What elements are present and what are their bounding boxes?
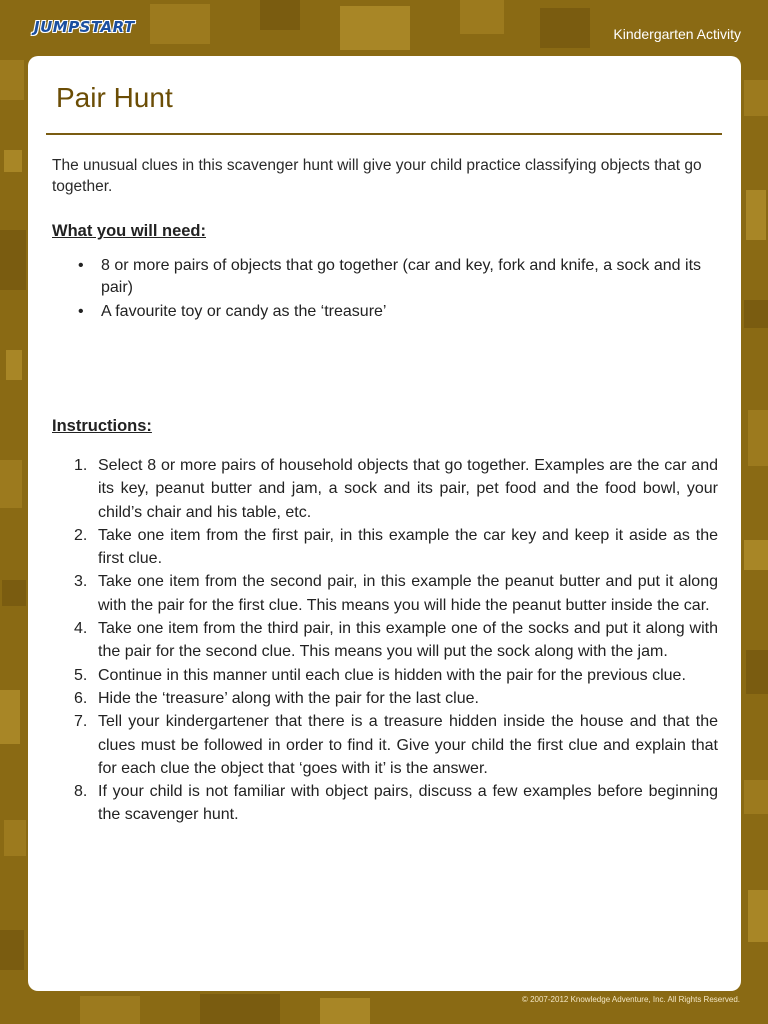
list-item <box>74 524 718 571</box>
step-number: 7. <box>74 713 88 731</box>
needs-heading: What you will need: <box>52 222 207 240</box>
needs-item-text: A favourite toy or candy as the ‘treasure’ <box>101 303 387 320</box>
list-item <box>74 664 718 687</box>
step-number: 5. <box>74 666 88 684</box>
instructions-list <box>74 454 718 827</box>
copyright-notice: © 2007-2012 Knowledge Adventure, Inc. All Rights Reserved. <box>521 995 740 1004</box>
header-bar <box>0 0 768 56</box>
list-item <box>78 255 718 299</box>
step-text: Select 8 or more pairs of household objects that go together. Examples are the car and its key, peanut butter and jam, a sock and its pair, pet food and the food bowl, your child’s chair and his table, etc. <box>98 457 718 521</box>
needs-item-text: 8 or more pairs of objects that go together (car and key, fork and knife, a sock and its pair) <box>101 257 702 296</box>
list-item <box>74 687 718 710</box>
needs-list <box>78 255 718 325</box>
step-text: Take one item from the second pair, in this example the peanut butter and put it along with the pair for the first clue. This means you will hide the peanut butter inside the car. <box>98 573 718 614</box>
step-text: If your child is not familiar with object pairs, discuss a few examples before beginning the scavenger hunt. <box>98 783 718 824</box>
title-divider <box>46 133 722 135</box>
list-item <box>74 617 718 664</box>
step-text: Continue in this manner until each clue is hidden with the pair for the previous clue. <box>98 666 686 684</box>
activity-category: Kindergarten Activity <box>613 26 741 42</box>
bullet-icon: • <box>78 257 84 274</box>
activity-card <box>28 56 741 991</box>
list-item <box>74 710 718 780</box>
step-number: 6. <box>74 689 88 707</box>
jumpstart-logo: JUMPSTART <box>34 18 135 36</box>
step-number: 2. <box>74 526 88 544</box>
list-item <box>74 454 718 524</box>
step-number: 1. <box>74 457 88 474</box>
list-item <box>74 570 718 617</box>
step-number: 4. <box>74 620 88 638</box>
intro-paragraph: The unusual clues in this scavenger hunt will give your child practice classifying objects that go together. <box>52 157 702 195</box>
step-text: Take one item from the first pair, in this example the car key and keep it aside as the first clue. <box>98 526 718 568</box>
list-item <box>78 301 718 323</box>
step-text: Take one item from the third pair, in this example one of the socks and put it along with the pair for the second clue. This means you will put the sock along with the jam. <box>98 620 718 661</box>
bullet-icon: • <box>78 303 84 320</box>
step-text: Tell your kindergartener that there is a treasure hidden inside the house and that the clues must be followed in order to find it. Give your child the first clue and explain that for each clue the object that ‘goes with it’ is the answer. <box>98 713 718 777</box>
list-item <box>74 780 718 827</box>
step-number: 8. <box>74 783 88 801</box>
page-title: Pair Hunt <box>56 82 173 113</box>
step-text: Hide the ‘treasure’ along with the pair for the last clue. <box>98 689 479 707</box>
step-number: 3. <box>74 573 88 591</box>
instructions-heading: Instructions: <box>52 417 152 435</box>
